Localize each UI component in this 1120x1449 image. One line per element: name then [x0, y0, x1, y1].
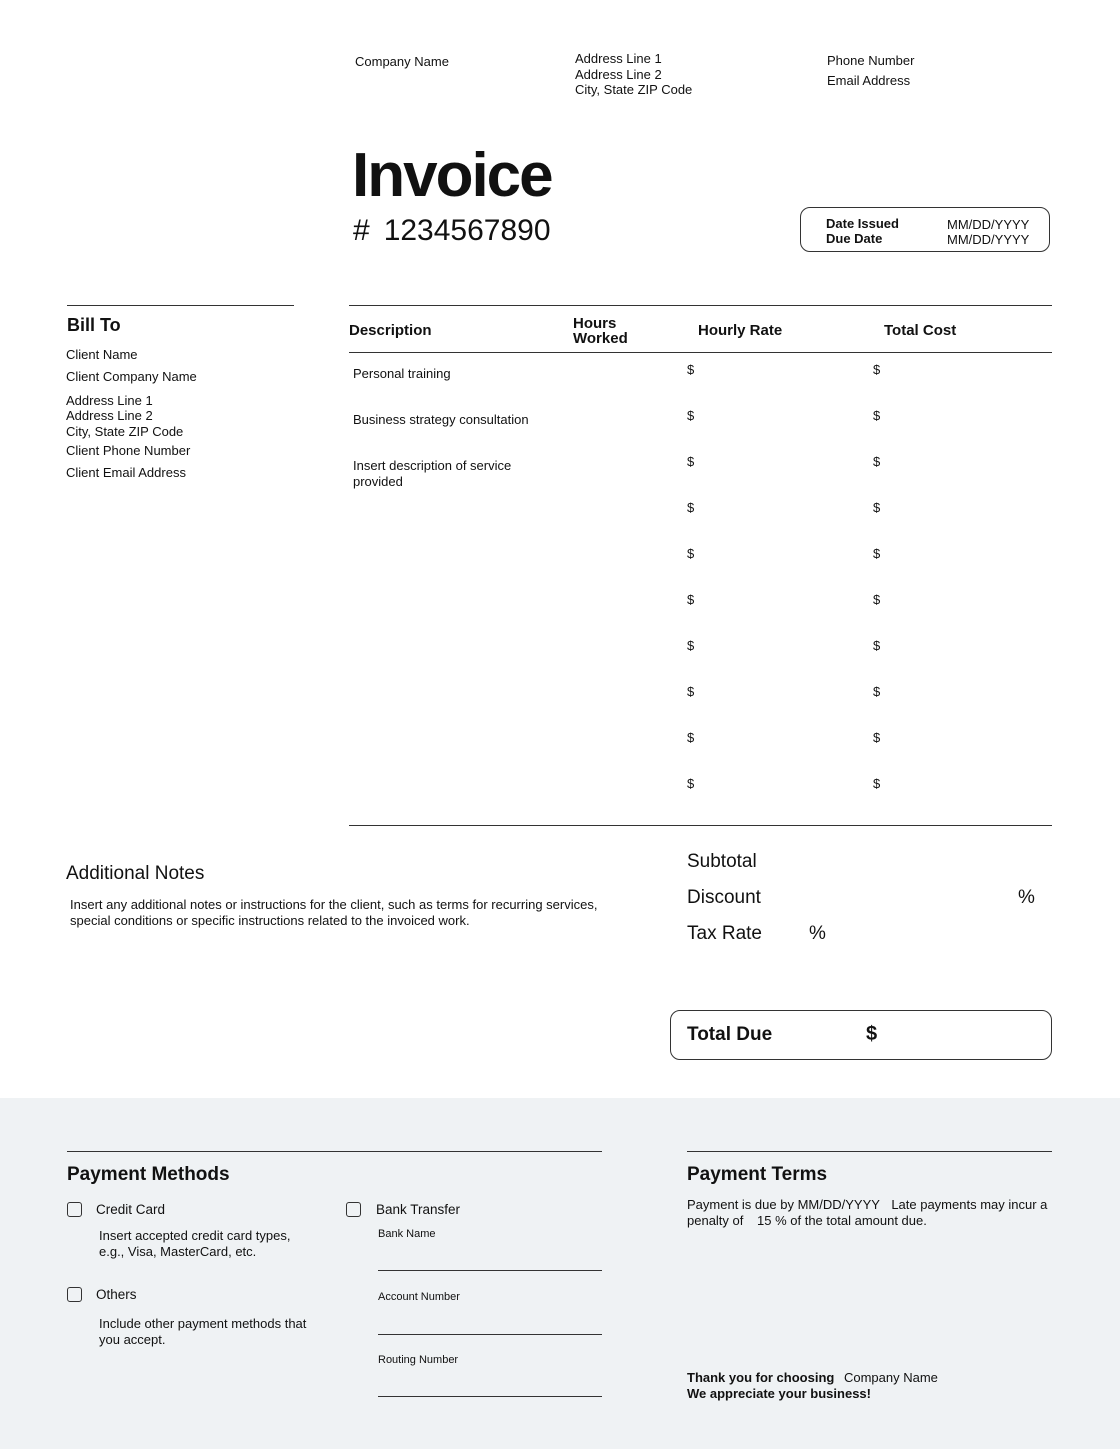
header-hours-line2: Worked — [573, 330, 628, 347]
company-phone: Phone Number — [827, 53, 915, 68]
row-total-currency: $ — [873, 730, 881, 745]
client-address-line2: Address Line 2 — [66, 408, 153, 423]
header-description: Description — [349, 322, 432, 339]
others-desc: Include other payment methods that you accept. — [99, 1316, 307, 1347]
row-rate-currency: $ — [687, 638, 695, 653]
row-total-currency: $ — [873, 362, 881, 377]
row-total-currency: $ — [873, 454, 881, 469]
due-date-value: MM/DD/YYYY — [947, 232, 1030, 247]
row-total-currency: $ — [873, 592, 881, 607]
payment-methods-divider — [67, 1151, 602, 1152]
discount-percent: % — [1018, 887, 1035, 908]
account-number-label: Account Number — [378, 1291, 460, 1303]
penalty-prefix: penalty of — [687, 1212, 744, 1228]
row-total-currency: $ — [873, 684, 881, 699]
row-description: Insert description of service provided — [353, 458, 512, 489]
company-email: Email Address — [827, 73, 911, 88]
invoice-hash: # — [353, 214, 370, 247]
company-address — [575, 51, 692, 98]
invoice-number — [353, 214, 551, 248]
bill-to-title: Bill To — [67, 315, 121, 335]
row-total-currency: $ — [873, 408, 881, 423]
header-hours — [573, 316, 628, 346]
penalty-value: 15 — [757, 1212, 772, 1228]
row-rate-currency: $ — [687, 454, 695, 469]
client-email: Client Email Address — [66, 465, 186, 480]
client-phone: Client Phone Number — [66, 443, 191, 458]
payment-methods-title: Payment Methods — [67, 1164, 230, 1185]
subtotal-label: Subtotal — [687, 851, 757, 872]
company-name: Company Name — [355, 54, 449, 69]
credit-card-label: Credit Card — [96, 1202, 166, 1217]
client-address-line3: City, State ZIP Code — [66, 424, 184, 439]
bank-name-field[interactable] — [378, 1270, 602, 1271]
invoice-title: Invoice — [352, 141, 552, 210]
thanks-prefix: Thank you for choosing — [687, 1370, 835, 1385]
payment-terms-title: Payment Terms — [687, 1164, 828, 1185]
row-rate-currency: $ — [687, 500, 695, 515]
row-rate-currency: $ — [687, 546, 695, 561]
terms-due-date: MM/DD/YYYY — [797, 1197, 880, 1212]
row-total-currency: $ — [873, 500, 881, 515]
date-issued-value: MM/DD/YYYY — [947, 217, 1030, 232]
thanks-company-name: Company Name — [843, 1370, 938, 1385]
table-top-divider — [349, 305, 1052, 306]
due-prefix: Payment is due by — [687, 1197, 794, 1212]
late-text: Late payments may incur a — [891, 1197, 1048, 1212]
header-hourly-rate: Hourly Rate — [698, 322, 783, 339]
row-total-currency: $ — [873, 638, 881, 653]
total-due-box — [670, 1010, 1052, 1060]
row-rate-currency: $ — [687, 362, 695, 377]
header-total-cost: Total Cost — [884, 322, 957, 339]
credit-card-desc: Insert accepted credit card types, e.g., Visa, MasterCard, etc. — [99, 1228, 291, 1259]
client-name: Client Name — [66, 347, 138, 362]
appreciate-text: We appreciate your business! — [687, 1385, 871, 1401]
company-contact — [827, 51, 914, 91]
table-bottom-divider — [349, 825, 1052, 826]
total-due-label: Total Due — [687, 1024, 773, 1045]
row-total-currency: $ — [873, 776, 881, 791]
row-total-currency: $ — [873, 546, 881, 561]
footer-panel — [0, 1098, 1120, 1449]
company-address-line3: City, State ZIP Code — [575, 82, 693, 97]
invoice-number-value: 1234567890 — [383, 214, 551, 247]
payment-terms-text — [687, 1197, 1057, 1228]
company-address-line2: Address Line 2 — [575, 66, 662, 82]
row-description: Personal training — [353, 366, 451, 381]
routing-number-field[interactable] — [378, 1396, 602, 1397]
row-rate-currency: $ — [687, 408, 695, 423]
routing-number-label: Routing Number — [378, 1354, 459, 1366]
row-rate-currency: $ — [687, 592, 695, 607]
row-rate-currency: $ — [687, 684, 695, 699]
notes-title: Additional Notes — [66, 863, 205, 884]
client-company: Client Company Name — [66, 369, 197, 384]
tax-rate-percent: % — [809, 923, 826, 944]
row-rate-currency: $ — [687, 776, 695, 791]
notes-text: Insert any additional notes or instructions for the client, such as terms for recurring services, special conditions or specific instructions related to the invoiced work. — [70, 897, 598, 928]
penalty-suffix: % of the total amount due. — [775, 1212, 927, 1228]
payment-terms-divider — [687, 1151, 1052, 1152]
discount-label: Discount — [687, 887, 761, 908]
total-due-currency: $ — [866, 1023, 878, 1045]
bank-transfer-label: Bank Transfer — [376, 1202, 461, 1217]
credit-card-checkbox[interactable] — [67, 1202, 82, 1217]
bank-transfer-checkbox[interactable] — [346, 1202, 361, 1217]
company-address-line1: Address Line 1 — [575, 51, 662, 66]
tax-rate-label: Tax Rate — [687, 923, 762, 944]
others-label: Others — [96, 1287, 137, 1302]
thank-you-block — [687, 1370, 1067, 1401]
client-address-line1: Address Line 1 — [66, 393, 153, 408]
others-checkbox[interactable] — [67, 1287, 82, 1302]
account-number-field[interactable] — [378, 1334, 602, 1335]
bill-to-divider — [67, 305, 294, 306]
table-header-divider — [349, 352, 1052, 353]
header-hours-line1: Hours — [573, 315, 617, 332]
due-date-label: Due Date — [826, 231, 883, 246]
row-rate-currency: $ — [687, 730, 695, 745]
bank-name-label: Bank Name — [378, 1228, 436, 1240]
row-description: Business strategy consultation — [353, 412, 529, 427]
date-issued-label: Date Issued — [826, 216, 899, 231]
dates-box — [800, 207, 1050, 252]
